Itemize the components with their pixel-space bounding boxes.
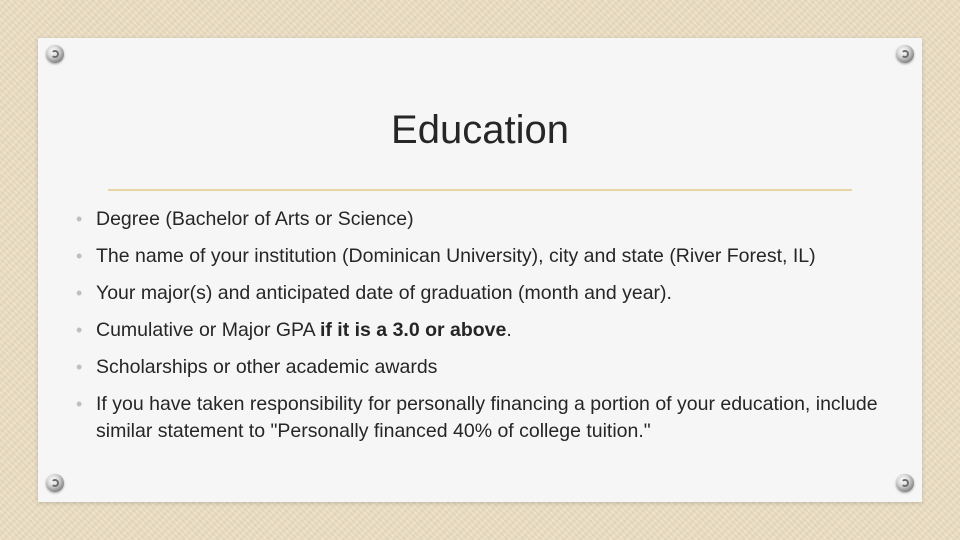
title-divider (108, 189, 852, 191)
bullet-text: The name of your institution (Dominican University), city and state (River Forest, IL) (96, 245, 816, 267)
pushpin-icon (46, 474, 64, 492)
bullet-item (70, 391, 890, 445)
bullet-icon: • (76, 394, 83, 414)
pushpin-icon (896, 45, 914, 63)
bullet-icon: • (76, 246, 83, 266)
bullet-text: If you have taken responsibility for personally financing a portion of your education, include similar statement to "Personally financed 40% of college tuition." (96, 393, 878, 442)
bullet-text-bold: if it is a 3.0 or above (319, 319, 507, 341)
bullet-text-prefix: Cumulative or Major GPA (96, 319, 320, 341)
bullet-item (70, 317, 890, 344)
bullet-icon: • (76, 357, 83, 377)
bullet-text: Degree (Bachelor of Arts or Science) (96, 208, 414, 230)
bullet-text: Your major(s) and anticipated date of graduation (month and year). (96, 282, 672, 304)
pushpin-icon (46, 45, 64, 63)
bullet-text-suffix: . (506, 319, 512, 341)
slide-title: Education (391, 108, 569, 152)
bullet-list (70, 206, 890, 455)
bullet-item (70, 354, 890, 381)
bullet-item (70, 280, 890, 307)
pushpin-icon (896, 474, 914, 492)
bullet-item (70, 243, 890, 270)
bullet-icon: • (76, 209, 83, 229)
bullet-text: Scholarships or other academic awards (96, 356, 438, 378)
bullet-icon: • (76, 320, 83, 340)
bullet-icon: • (76, 283, 83, 303)
bullet-item (70, 206, 890, 233)
